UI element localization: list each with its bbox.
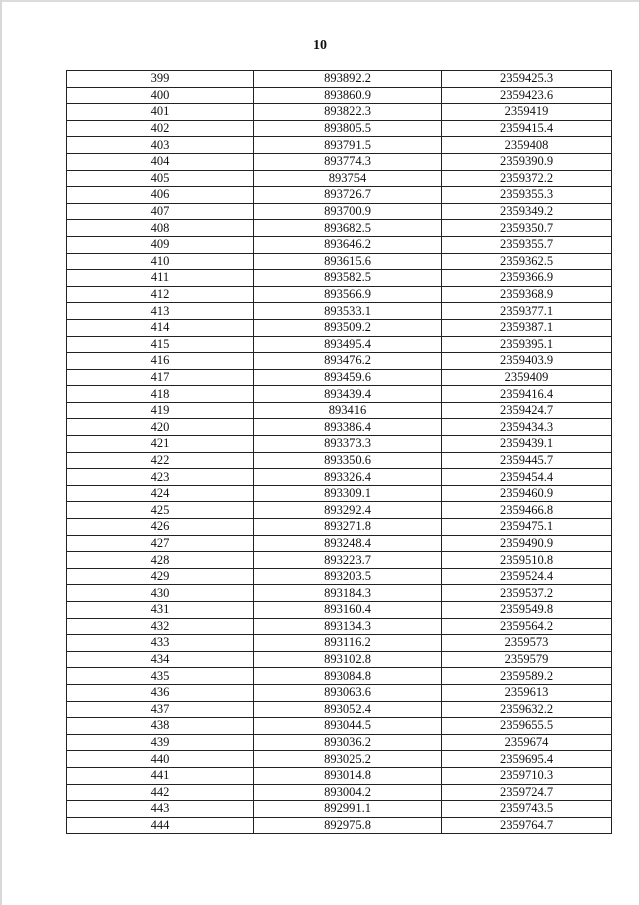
table-row: [67, 120, 612, 137]
table-row: [67, 751, 612, 768]
y-coordinate-cell: 2359764.7: [442, 817, 612, 834]
x-coordinate-cell: 893184.3: [254, 585, 442, 602]
table-row: [67, 767, 612, 784]
y-coordinate-cell: 2359355.7: [442, 236, 612, 253]
table-row: [67, 369, 612, 386]
coordinates-table-body: [67, 71, 612, 834]
x-coordinate-cell: 892975.8: [254, 817, 442, 834]
table-row: [67, 436, 612, 453]
table-row: [67, 784, 612, 801]
point-number-cell: 427: [67, 535, 254, 552]
x-coordinate-cell: 893014.8: [254, 767, 442, 784]
point-number-cell: 443: [67, 801, 254, 818]
x-coordinate-cell: 893025.2: [254, 751, 442, 768]
point-number-cell: 419: [67, 402, 254, 419]
y-coordinate-cell: 2359419: [442, 104, 612, 121]
table-row: [67, 602, 612, 619]
point-number-cell: 434: [67, 651, 254, 668]
coordinates-table: [66, 70, 612, 834]
y-coordinate-cell: 2359632.2: [442, 701, 612, 718]
table-row: [67, 104, 612, 121]
point-number-cell: 431: [67, 602, 254, 619]
y-coordinate-cell: 2359655.5: [442, 718, 612, 735]
table-row: [67, 519, 612, 536]
table-row: [67, 618, 612, 635]
x-coordinate-cell: 893582.5: [254, 270, 442, 287]
point-number-cell: 439: [67, 734, 254, 751]
y-coordinate-cell: 2359408: [442, 137, 612, 154]
table-row: [67, 817, 612, 834]
table-row: [67, 170, 612, 187]
y-coordinate-cell: 2359613: [442, 684, 612, 701]
table-row: [67, 651, 612, 668]
point-number-cell: 420: [67, 419, 254, 436]
x-coordinate-cell: 893476.2: [254, 353, 442, 370]
table-row: [67, 701, 612, 718]
x-coordinate-cell: 893134.3: [254, 618, 442, 635]
point-number-cell: 436: [67, 684, 254, 701]
x-coordinate-cell: 893203.5: [254, 568, 442, 585]
scan-edge-top: [0, 0, 640, 2]
point-number-cell: 409: [67, 236, 254, 253]
table-row: [67, 535, 612, 552]
y-coordinate-cell: 2359423.6: [442, 87, 612, 104]
x-coordinate-cell: 893459.6: [254, 369, 442, 386]
point-number-cell: 425: [67, 502, 254, 519]
y-coordinate-cell: 2359434.3: [442, 419, 612, 436]
y-coordinate-cell: 2359362.5: [442, 253, 612, 270]
x-coordinate-cell: 893416: [254, 402, 442, 419]
y-coordinate-cell: 2359564.2: [442, 618, 612, 635]
point-number-cell: 402: [67, 120, 254, 137]
point-number-cell: 414: [67, 319, 254, 336]
x-coordinate-cell: 893439.4: [254, 386, 442, 403]
x-coordinate-cell: 893044.5: [254, 718, 442, 735]
point-number-cell: 416: [67, 353, 254, 370]
y-coordinate-cell: 2359537.2: [442, 585, 612, 602]
y-coordinate-cell: 2359439.1: [442, 436, 612, 453]
table-row: [67, 718, 612, 735]
y-coordinate-cell: 2359368.9: [442, 286, 612, 303]
y-coordinate-cell: 2359695.4: [442, 751, 612, 768]
table-row: [67, 668, 612, 685]
x-coordinate-cell: 893682.5: [254, 220, 442, 237]
x-coordinate-cell: 893326.4: [254, 469, 442, 486]
point-number-cell: 415: [67, 336, 254, 353]
x-coordinate-cell: 893805.5: [254, 120, 442, 137]
y-coordinate-cell: 2359524.4: [442, 568, 612, 585]
page-number: 10: [313, 38, 327, 53]
point-number-cell: 433: [67, 635, 254, 652]
point-number-cell: 422: [67, 452, 254, 469]
table-row: [67, 303, 612, 320]
y-coordinate-cell: 2359416.4: [442, 386, 612, 403]
y-coordinate-cell: 2359377.1: [442, 303, 612, 320]
y-coordinate-cell: 2359395.1: [442, 336, 612, 353]
y-coordinate-cell: 2359573: [442, 635, 612, 652]
y-coordinate-cell: 2359390.9: [442, 153, 612, 170]
point-number-cell: 432: [67, 618, 254, 635]
x-coordinate-cell: 893822.3: [254, 104, 442, 121]
x-coordinate-cell: 893892.2: [254, 71, 442, 88]
table-row: [67, 353, 612, 370]
x-coordinate-cell: 893373.3: [254, 436, 442, 453]
x-coordinate-cell: 893860.9: [254, 87, 442, 104]
y-coordinate-cell: 2359372.2: [442, 170, 612, 187]
point-number-cell: 404: [67, 153, 254, 170]
y-coordinate-cell: 2359549.8: [442, 602, 612, 619]
x-coordinate-cell: 893700.9: [254, 203, 442, 220]
y-coordinate-cell: 2359424.7: [442, 402, 612, 419]
y-coordinate-cell: 2359454.4: [442, 469, 612, 486]
x-coordinate-cell: 892991.1: [254, 801, 442, 818]
x-coordinate-cell: 893774.3: [254, 153, 442, 170]
table-row: [67, 137, 612, 154]
table-row: [67, 452, 612, 469]
point-number-cell: 429: [67, 568, 254, 585]
table-row: [67, 402, 612, 419]
y-coordinate-cell: 2359466.8: [442, 502, 612, 519]
point-number-cell: 411: [67, 270, 254, 287]
x-coordinate-cell: 893509.2: [254, 319, 442, 336]
point-number-cell: 442: [67, 784, 254, 801]
x-coordinate-cell: 893386.4: [254, 419, 442, 436]
point-number-cell: 424: [67, 485, 254, 502]
x-coordinate-cell: 893615.6: [254, 253, 442, 270]
x-coordinate-cell: 893004.2: [254, 784, 442, 801]
table-row: [67, 801, 612, 818]
point-number-cell: 440: [67, 751, 254, 768]
y-coordinate-cell: 2359425.3: [442, 71, 612, 88]
y-coordinate-cell: 2359724.7: [442, 784, 612, 801]
x-coordinate-cell: 893495.4: [254, 336, 442, 353]
x-coordinate-cell: 893036.2: [254, 734, 442, 751]
point-number-cell: 444: [67, 817, 254, 834]
table-row: [67, 585, 612, 602]
point-number-cell: 400: [67, 87, 254, 104]
table-row: [67, 319, 612, 336]
x-coordinate-cell: 893791.5: [254, 137, 442, 154]
x-coordinate-cell: 893084.8: [254, 668, 442, 685]
point-number-cell: 437: [67, 701, 254, 718]
table-row: [67, 485, 612, 502]
table-row: [67, 502, 612, 519]
table-row: [67, 684, 612, 701]
table-row: [67, 568, 612, 585]
point-number-cell: 401: [67, 104, 254, 121]
table-row: [67, 220, 612, 237]
point-number-cell: 438: [67, 718, 254, 735]
y-coordinate-cell: 2359415.4: [442, 120, 612, 137]
point-number-cell: 418: [67, 386, 254, 403]
x-coordinate-cell: 893646.2: [254, 236, 442, 253]
x-coordinate-cell: 893566.9: [254, 286, 442, 303]
x-coordinate-cell: 893063.6: [254, 684, 442, 701]
y-coordinate-cell: 2359445.7: [442, 452, 612, 469]
table-row: [67, 236, 612, 253]
x-coordinate-cell: 893116.2: [254, 635, 442, 652]
point-number-cell: 441: [67, 767, 254, 784]
x-coordinate-cell: 893754: [254, 170, 442, 187]
point-number-cell: 406: [67, 187, 254, 204]
point-number-cell: 399: [67, 71, 254, 88]
x-coordinate-cell: 893350.6: [254, 452, 442, 469]
y-coordinate-cell: 2359349.2: [442, 203, 612, 220]
table-row: [67, 419, 612, 436]
table-row: [67, 87, 612, 104]
table-row: [67, 203, 612, 220]
point-number-cell: 430: [67, 585, 254, 602]
y-coordinate-cell: 2359366.9: [442, 270, 612, 287]
y-coordinate-cell: 2359674: [442, 734, 612, 751]
table-row: [67, 253, 612, 270]
table-row: [67, 469, 612, 486]
y-coordinate-cell: 2359403.9: [442, 353, 612, 370]
y-coordinate-cell: 2359409: [442, 369, 612, 386]
point-number-cell: 413: [67, 303, 254, 320]
point-number-cell: 435: [67, 668, 254, 685]
table-row: [67, 336, 612, 353]
point-number-cell: 417: [67, 369, 254, 386]
x-coordinate-cell: 893533.1: [254, 303, 442, 320]
y-coordinate-cell: 2359387.1: [442, 319, 612, 336]
table-row: [67, 635, 612, 652]
point-number-cell: 421: [67, 436, 254, 453]
x-coordinate-cell: 893726.7: [254, 187, 442, 204]
point-number-cell: 428: [67, 552, 254, 569]
y-coordinate-cell: 2359350.7: [442, 220, 612, 237]
x-coordinate-cell: 893292.4: [254, 502, 442, 519]
y-coordinate-cell: 2359743.5: [442, 801, 612, 818]
point-number-cell: 407: [67, 203, 254, 220]
table-row: [67, 386, 612, 403]
x-coordinate-cell: 893223.7: [254, 552, 442, 569]
table-row: [67, 270, 612, 287]
point-number-cell: 408: [67, 220, 254, 237]
x-coordinate-cell: 893248.4: [254, 535, 442, 552]
x-coordinate-cell: 893102.8: [254, 651, 442, 668]
y-coordinate-cell: 2359510.8: [442, 552, 612, 569]
point-number-cell: 423: [67, 469, 254, 486]
point-number-cell: 405: [67, 170, 254, 187]
y-coordinate-cell: 2359355.3: [442, 187, 612, 204]
table-row: [67, 286, 612, 303]
table-row: [67, 71, 612, 88]
y-coordinate-cell: 2359460.9: [442, 485, 612, 502]
table-row: [67, 734, 612, 751]
x-coordinate-cell: 893160.4: [254, 602, 442, 619]
point-number-cell: 403: [67, 137, 254, 154]
table-row: [67, 552, 612, 569]
y-coordinate-cell: 2359475.1: [442, 519, 612, 536]
y-coordinate-cell: 2359490.9: [442, 535, 612, 552]
point-number-cell: 426: [67, 519, 254, 536]
table-row: [67, 187, 612, 204]
x-coordinate-cell: 893271.8: [254, 519, 442, 536]
x-coordinate-cell: 893309.1: [254, 485, 442, 502]
table-row: [67, 153, 612, 170]
y-coordinate-cell: 2359589.2: [442, 668, 612, 685]
x-coordinate-cell: 893052.4: [254, 701, 442, 718]
y-coordinate-cell: 2359579: [442, 651, 612, 668]
scan-edge-left: [0, 0, 2, 905]
point-number-cell: 410: [67, 253, 254, 270]
y-coordinate-cell: 2359710.3: [442, 767, 612, 784]
point-number-cell: 412: [67, 286, 254, 303]
